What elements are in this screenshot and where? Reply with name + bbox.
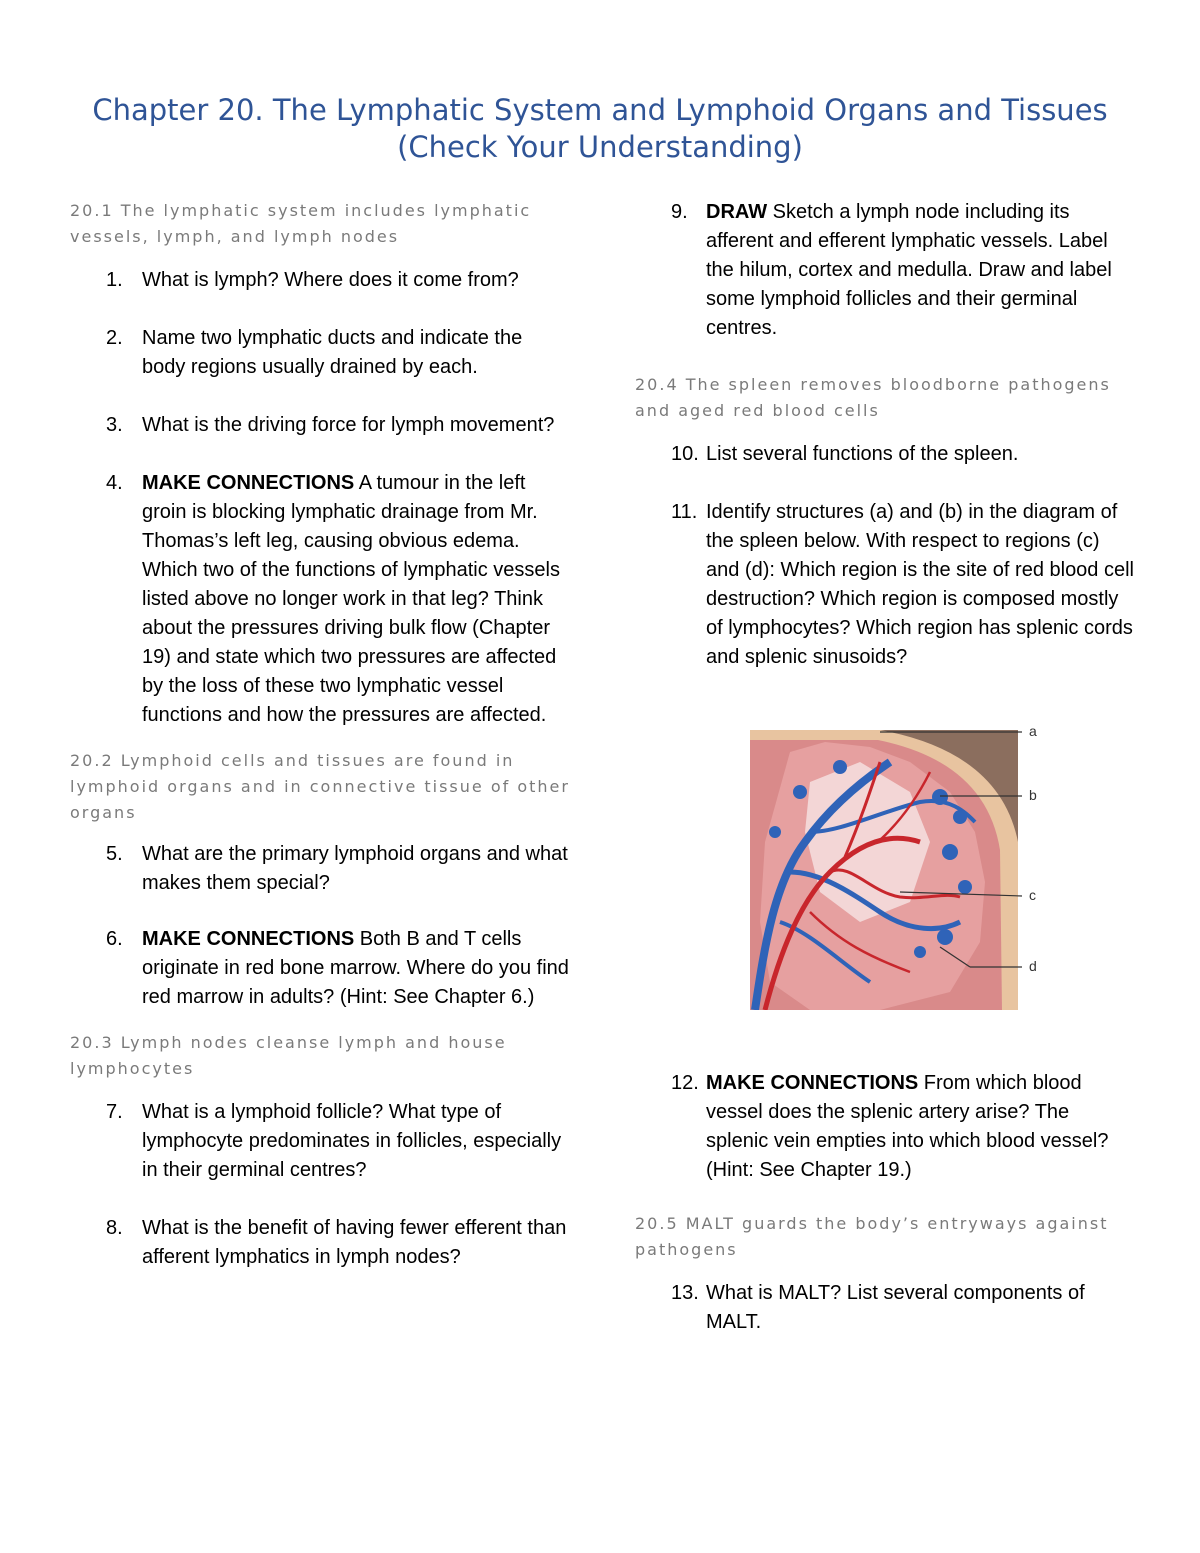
page-title: Chapter 20. The Lymphatic System and Lymphoid Organs and Tissues (Check Your Understanding) <box>92 93 1108 164</box>
question-text: List several functions of the spleen. <box>706 443 1019 465</box>
question-number: 11. <box>671 501 698 523</box>
question-text: What is lymph? Where does it come from? <box>142 269 519 291</box>
spleen-diagram <box>750 722 1050 1010</box>
section-heading-20-1: 20.1 The lymphatic system includes lymphatic vessels, lymph, and lymph nodes <box>70 201 532 246</box>
question-lead: DRAW <box>706 201 768 223</box>
question-number: 4. <box>106 472 123 494</box>
question-body: From which blood vessel does the splenic artery arise? The splenic vein empties into which blood vessel? (Hint: See Chapter 19.) <box>706 1072 1109 1181</box>
venous-sinus <box>942 844 958 860</box>
right-column <box>635 198 1135 672</box>
question-text: Name two lymphatic ducts and indicate the body regions usually drained by each. <box>142 327 523 378</box>
question-9 <box>635 198 1135 343</box>
question-body: Sketch a lymph node including its afferent and efferent lymphatic vessels. Label the hilum, cortex and medulla. Draw and label some lymphoid follicles and their germinal centres. <box>706 201 1112 339</box>
venous-sinus <box>793 785 807 799</box>
question-text: What is the driving force for lymph movement? <box>142 414 555 436</box>
question-number: 7. <box>106 1101 123 1123</box>
question-body: Both B and T cells originate in red bone marrow. Where do you find red marrow in adults? (Hint: See Chapter 6.) <box>142 928 569 1008</box>
question-number: 10. <box>671 443 699 465</box>
question-number: 5. <box>106 843 123 865</box>
question-text: What is the benefit of having fewer efferent than afferent lymphatics in lymph nodes? <box>142 1217 567 1268</box>
question-lead: MAKE CONNECTIONS <box>142 472 355 494</box>
question-number: 6. <box>106 928 123 950</box>
question-text: What is a lymphoid follicle? What type of lymphocyte predominates in follicles, especially in their germinal centres? <box>142 1101 562 1181</box>
question-2 <box>70 324 570 382</box>
question-body: A tumour in the left groin is blocking lymphatic drainage from Mr. Thomas’s left leg, causing obvious edema. Which two of the functions of lymphatic vessels listed above no longer work in that leg? Think about the pressures driving bulk flow (Chapter 19) and state which two pressures are affected by the loss of these two lymphatic vessel functions and how the pressures are affected. <box>142 472 560 726</box>
question-text <box>706 198 1135 343</box>
label-d: d <box>1029 958 1037 974</box>
section-heading-20-4: 20.4 The spleen removes bloodborne pathogens and aged red blood cells <box>635 375 1111 420</box>
question-4 <box>70 469 570 730</box>
venous-sinus <box>914 946 926 958</box>
question-text <box>142 925 570 1012</box>
venous-sinus <box>937 929 953 945</box>
question-12 <box>635 1069 1135 1185</box>
question-number: 9. <box>671 201 688 223</box>
question-13 <box>635 1279 1135 1337</box>
venous-sinus <box>953 810 967 824</box>
question-3 <box>70 411 570 440</box>
question-text <box>706 1069 1135 1185</box>
right-column-lower <box>635 1069 1135 1337</box>
question-text: Identify structures (a) and (b) in the diagram of the spleen below. With respect to regions (c) and (d): Which region is the site of red blood cell destruction? Which region is composed mostly of lymphocytes? Which region has splenic cords and splenic sinusoids? <box>706 501 1134 668</box>
label-c: c <box>1029 887 1036 903</box>
venous-sinus <box>833 760 847 774</box>
question-text: What are the primary lymphoid organs and what makes them special? <box>142 843 568 894</box>
label-a: a <box>1029 723 1037 739</box>
venous-sinus <box>769 826 781 838</box>
venous-sinus <box>958 880 972 894</box>
venous-sinus <box>932 789 948 805</box>
question-number: 8. <box>106 1217 123 1239</box>
left-column <box>70 198 570 1272</box>
question-number: 13. <box>671 1282 699 1304</box>
question-6 <box>70 925 570 1012</box>
question-number: 3. <box>106 414 123 436</box>
question-8 <box>70 1214 570 1272</box>
question-7 <box>70 1098 570 1185</box>
section-heading-20-2: 20.2 Lymphoid cells and tissues are found in lymphoid organs and in connective tissue of other organs <box>70 751 570 822</box>
question-lead: MAKE CONNECTIONS <box>142 928 355 950</box>
question-5 <box>70 840 570 898</box>
question-text: What is MALT? List several components of MALT. <box>706 1282 1085 1333</box>
question-number: 1. <box>106 269 123 291</box>
section-heading-20-5: 20.5 MALT guards the body’s entryways against pathogens <box>635 1214 1109 1259</box>
question-10 <box>635 440 1135 469</box>
section-heading-20-3: 20.3 Lymph nodes cleanse lymph and house lymphocytes <box>70 1033 507 1078</box>
question-lead: MAKE CONNECTIONS <box>706 1072 919 1094</box>
label-b: b <box>1029 787 1037 803</box>
question-11 <box>635 498 1135 672</box>
question-number: 2. <box>106 327 123 349</box>
question-number: 12. <box>671 1072 699 1094</box>
question-1 <box>70 266 570 295</box>
question-text <box>142 469 570 730</box>
